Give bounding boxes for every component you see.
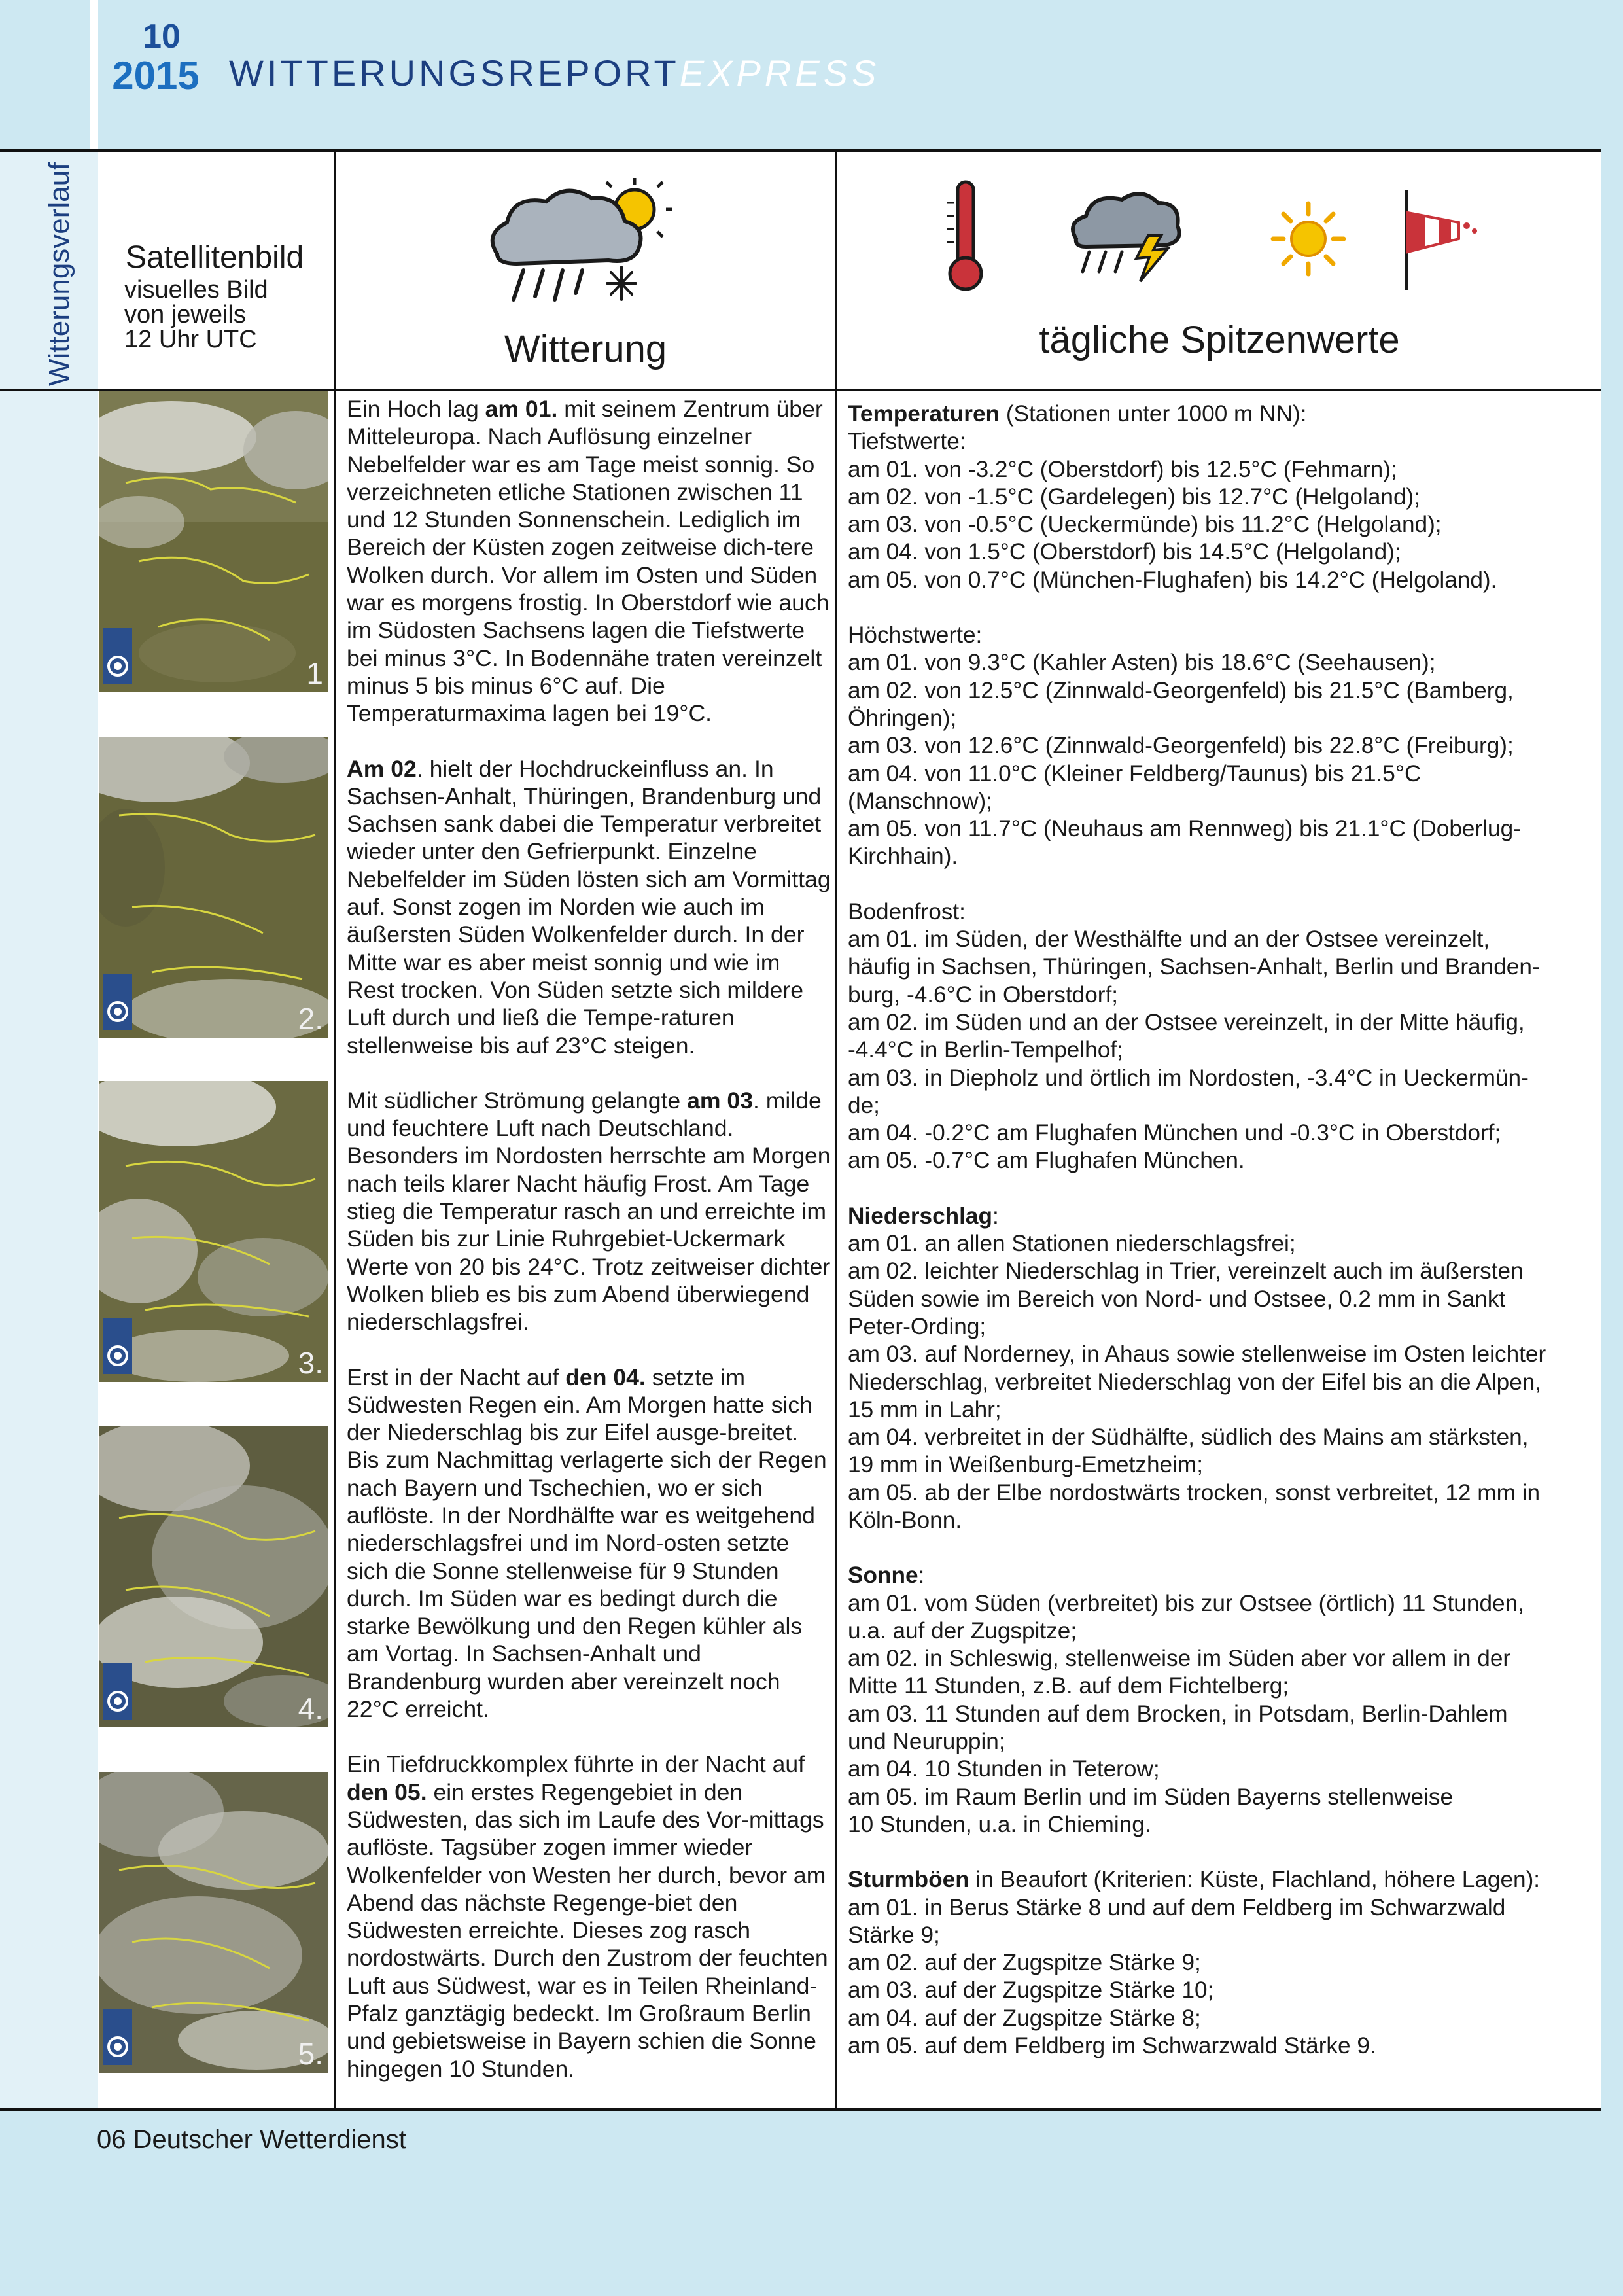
peak-line bbox=[848, 1313, 1600, 1341]
satellite-subheading-line: 12 Uhr UTC bbox=[124, 326, 257, 353]
satellite-image-number: 4. bbox=[298, 1691, 323, 1725]
text: am 05. von 11.7°C (Neuhaus am Rennweg) bis 21.1°C (Doberlug- bbox=[848, 816, 1521, 842]
text: u.a. auf der Zugspitze; bbox=[848, 1617, 1077, 1644]
text: 10 Stunden, u.a. in Chieming. bbox=[848, 1811, 1151, 1837]
bold-text: am 01. bbox=[485, 396, 558, 422]
text: am 01. vom Süden (verbreitet) bis zur Ostsee (örtlich) 11 Stunden, bbox=[848, 1590, 1524, 1616]
text: am 03. von 12.6°C (Zinnwald-Georgenfeld) bis 22.8°C (Freiburg); bbox=[848, 733, 1514, 759]
text: am 04. auf der Zugspitze Stärke 8; bbox=[848, 2005, 1201, 2031]
satellite-image-number: 2. bbox=[298, 1002, 323, 1036]
peak-block bbox=[848, 400, 1600, 594]
column-divider-2 bbox=[835, 149, 837, 2111]
peak-line bbox=[848, 981, 1600, 1009]
text: am 04. 10 Stunden in Teterow; bbox=[848, 1756, 1160, 1782]
text: Köln-Bonn. bbox=[848, 1507, 962, 1533]
text: am 03. auf der Zugspitze Stärke 10; bbox=[848, 1977, 1214, 2004]
satellite-subheading-line: von jeweils bbox=[124, 301, 246, 328]
peak-line bbox=[848, 428, 1600, 455]
satellite-picture bbox=[99, 1772, 328, 2073]
satellite-picture bbox=[99, 391, 328, 692]
peak-line bbox=[848, 567, 1600, 594]
peak-line bbox=[848, 953, 1600, 981]
bold-text: Temperaturen bbox=[848, 401, 1000, 427]
dwd-logo bbox=[103, 1318, 132, 1374]
issue-year: 2015 bbox=[112, 54, 200, 97]
satellite-image-1 bbox=[99, 391, 328, 692]
sun-icon bbox=[1269, 200, 1348, 278]
satellite-image-number: 1 bbox=[306, 656, 323, 690]
text: am 01. von -3.2°C (Oberstdorf) bis 12.5°C (Fehmarn); bbox=[848, 456, 1397, 482]
satellite-picture bbox=[99, 1081, 328, 1382]
peak-line bbox=[848, 1784, 1600, 1811]
peak-line bbox=[848, 1396, 1600, 1424]
text: . hielt der Hochdruckeinfluss an. In Sachsen-Anhalt, Thüringen, Brandenburg und Sachsen sank dabei die Temperatur verbreitet wieder unter den Gefrierpunkt. Einzelne Nebelfelder im Süden lösten sich am Vormittag auf. Sonst zogen im Norden wie auch im äußersten Süden Wolkenfelder durch. In der Mitte war es aber meist sonnig und wie im Rest trocken. Von Süden setzte sich mildere Luft durch und ließ die Tempe-raturen stellenweise bis auf 23°C steigen. bbox=[347, 755, 831, 1059]
dwd-logo bbox=[103, 628, 132, 684]
peak-line bbox=[848, 788, 1600, 815]
peak-line bbox=[848, 456, 1600, 484]
text: am 04. -0.2°C am Flughafen München und -0.3°C in Oberstdorf; bbox=[848, 1120, 1501, 1146]
text: am 02. in Schleswig, stellenweise im Süden aber vor allem in der bbox=[848, 1646, 1511, 1672]
peak-line bbox=[848, 1009, 1600, 1036]
peak-line bbox=[848, 898, 1600, 926]
peak-line bbox=[848, 1092, 1600, 1120]
text: am 01. von 9.3°C (Kahler Asten) bis 18.6°C (Seehausen); bbox=[848, 650, 1436, 676]
peak-line bbox=[848, 1258, 1600, 1285]
peak-line bbox=[848, 1728, 1600, 1756]
peak-line bbox=[848, 1701, 1600, 1728]
peak-line bbox=[848, 1617, 1600, 1645]
text: am 02. von 12.5°C (Zinnwald-Georgenfeld) bis 21.5°C (Bamberg, bbox=[848, 677, 1514, 703]
peak-line bbox=[848, 1922, 1600, 1949]
text: am 03. von -0.5°C (Ueckermünde) bis 11.2°C (Helgoland); bbox=[848, 512, 1442, 538]
bold-text: Sturmböen bbox=[848, 1867, 969, 1893]
satellite-image-3 bbox=[99, 1081, 328, 1382]
satellite-subheading bbox=[124, 277, 268, 352]
text: 19 mm in Weißenburg-Emetzheim; bbox=[848, 1452, 1203, 1478]
satellite-image-2 bbox=[99, 737, 328, 1038]
peak-line bbox=[848, 1147, 1600, 1174]
dwd-logo bbox=[103, 1663, 132, 1720]
peak-line bbox=[848, 1977, 1600, 2004]
peak-line bbox=[848, 484, 1600, 511]
text: am 04. von 1.5°C (Oberstdorf) bis 14.5°C (Helgoland); bbox=[848, 539, 1401, 565]
text: am 05. auf dem Feldberg im Schwarzwald Stärke 9. bbox=[848, 2033, 1376, 2059]
text: Höchstwerte: bbox=[848, 622, 983, 648]
thermometer-icon bbox=[942, 177, 994, 294]
column-divider-1 bbox=[334, 149, 336, 2111]
peak-line bbox=[848, 760, 1600, 788]
text: Ein Hoch lag bbox=[347, 396, 485, 422]
text: ein erstes Regengebiet in den Südwesten, das sich im Laufe des Vor-mittags auflöste. Tagsüber zogen immer wieder Wolkenfelder von Westen her durch, bevor am Abend das nächste Regenge-biet den Südwesten erreichte. Dieses zog rasch nordostwärts. Durch den Zustrom der feuchten Luft aus Südwest, war es in Teilen Rheinland-Pfalz ganztägig bedeckt. Im Großraum Berlin und gebietsweise in Bayern schien die Sonne hingegen 10 Stunden. bbox=[347, 1778, 828, 2082]
peak-values bbox=[848, 400, 1600, 2087]
text: (Manschnow); bbox=[848, 788, 992, 814]
text: (Stationen unter 1000 m NN): bbox=[1000, 401, 1307, 427]
text: Stärke 9; bbox=[848, 1922, 940, 1948]
peak-line bbox=[848, 1036, 1600, 1064]
satellite-picture bbox=[99, 737, 328, 1038]
peak-line bbox=[848, 649, 1600, 677]
peak-line bbox=[848, 1507, 1600, 1534]
satellite-image-5 bbox=[99, 1772, 328, 2073]
text: häufig in Sachsen, Thüringen, Sachsen-Anhalt, Berlin und Branden- bbox=[848, 954, 1540, 980]
peak-line bbox=[848, 1562, 1600, 1589]
peak-line bbox=[848, 1451, 1600, 1479]
peak-line bbox=[848, 1590, 1600, 1617]
bold-text: Am 02 bbox=[347, 755, 417, 782]
weather-narrative bbox=[347, 395, 831, 2110]
text: 15 mm in Lahr; bbox=[848, 1396, 1002, 1422]
weather-paragraph bbox=[347, 395, 831, 728]
windsock-icon bbox=[1393, 186, 1485, 291]
footer-text: 06 Deutscher Wetterdienst bbox=[97, 2125, 406, 2154]
peak-line bbox=[848, 539, 1600, 566]
text: am 03. 11 Stunden auf dem Brocken, in Potsdam, Berlin-Dahlem bbox=[848, 1701, 1508, 1727]
peak-line bbox=[848, 732, 1600, 760]
text: Peter-Ording; bbox=[848, 1313, 986, 1339]
title-main: WITTERUNGSREPORT bbox=[229, 52, 680, 94]
text: -4.4°C in Berlin-Tempelhof; bbox=[848, 1037, 1123, 1063]
text: am 01. in Berus Stärke 8 und auf dem Feldberg im Schwarzwald bbox=[848, 1894, 1506, 1920]
peak-line bbox=[848, 1894, 1600, 1922]
text: Tiefstwerte: bbox=[848, 429, 966, 455]
text: Öhringen); bbox=[848, 705, 957, 731]
peak-line bbox=[848, 1811, 1600, 1839]
bold-text: den 05. bbox=[347, 1778, 427, 1805]
peak-block bbox=[848, 1203, 1600, 1535]
text: Niederschlag, verbreitet Niederschlag von der Eifel bis an die Alpen, bbox=[848, 1369, 1542, 1395]
peak-line bbox=[848, 1645, 1600, 1672]
satellite-heading: Satellitenbild bbox=[126, 240, 304, 275]
peak-line bbox=[848, 1949, 1600, 1977]
peak-line bbox=[848, 815, 1600, 843]
vertical-section-label bbox=[43, 164, 82, 386]
text: am 01. im Süden, der Westhälfte und an der Ostsee vereinzelt, bbox=[848, 927, 1490, 953]
page-title bbox=[229, 52, 880, 94]
text: am 05. -0.7°C am Flughafen München. bbox=[848, 1148, 1245, 1174]
peak-line bbox=[848, 843, 1600, 870]
satellite-subheading-line: visuelles Bild bbox=[124, 276, 268, 304]
header-gap bbox=[90, 0, 98, 150]
text: und Neuruppin; bbox=[848, 1729, 1005, 1755]
peak-line bbox=[848, 1230, 1600, 1258]
peak-line bbox=[848, 1424, 1600, 1451]
peak-block bbox=[848, 898, 1600, 1175]
peak-line bbox=[848, 2005, 1600, 2032]
weather-cloud-sun-icon bbox=[478, 169, 693, 313]
text: am 02. auf der Zugspitze Stärke 9; bbox=[848, 1950, 1201, 1976]
peak-line bbox=[848, 1286, 1600, 1313]
peak-line bbox=[848, 677, 1600, 705]
weather-heading: Witterung bbox=[504, 328, 667, 370]
title-italic: EXPRESS bbox=[679, 52, 881, 94]
text: burg, -4.6°C in Oberstdorf; bbox=[848, 981, 1119, 1008]
text: Süden sowie im Bereich von Nord- und Ostsee, 0.2 mm in Sankt bbox=[848, 1286, 1506, 1312]
satellite-image-4 bbox=[99, 1426, 328, 1727]
thunderstorm-cloud-icon bbox=[1063, 186, 1187, 285]
text: mit seinem Zentrum über Mitteleuropa. Nach Auflösung einzelner Nebelfelder war es am Tage meist sonnig. So verzeichneten etliche Stationen zwischen 11 und 12 Stunden Sonnenschein. Lediglich im Bereich der Küsten zogen zeitweise dich-tere Wolken durch. Vor allem im Osten und Süden war es morgens frostig. In Oberstdorf wie auch im Südosten Sachsens lagen die Tiefstwerte bei minus 3°C. In Bodennähe traten vereinzelt minus 5 bis minus 6°C auf. Die Temperaturmaxima lagen bei 19°C. bbox=[347, 396, 829, 727]
text: Mitte 11 Stunden, z.B. auf dem Fichtelberg; bbox=[848, 1673, 1289, 1699]
text: Bodenfrost: bbox=[848, 898, 966, 925]
text: setzte im Südwesten Regen ein. Am Morgen hatte sich der Niederschlag bis zur Eifel ausge-breitet. Bis zum Nachmittag verlagerte sich der Regen nach Bayern und Tschechien, wo er sich auflöste. In der Nordhälfte war es weitgehend niederschlagsfrei und im Nord-osten setzte sich die Sonne stellenweise für 9 Stunden durch. Im Süden war es bedingt durch die starke Bewölkung und den Regen kühler als am Vortag. In Sachsen-Anhalt und Brandenburg wurden aber vereinzelt noch 22°C erreicht. bbox=[347, 1364, 827, 1723]
text: in Beaufort (Kriterien: Küste, Flachland, höhere Lagen): bbox=[969, 1867, 1541, 1893]
text: Mit südlicher Strömung gelangte bbox=[347, 1087, 688, 1114]
bold-text: den 04. bbox=[565, 1364, 646, 1390]
text: am 03. auf Norderney, in Ahaus sowie stellenweise im Osten leichter bbox=[848, 1341, 1546, 1368]
peak-line bbox=[848, 1120, 1600, 1147]
text: am 04. verbreitet in der Südhälfte, südlich des Mains am stärksten, bbox=[848, 1424, 1529, 1451]
peak-line bbox=[848, 622, 1600, 649]
peak-line bbox=[848, 511, 1600, 539]
text: am 04. von 11.0°C (Kleiner Feldberg/Taunus) bis 21.5°C bbox=[848, 760, 1422, 786]
peak-line bbox=[848, 2032, 1600, 2060]
text: am 05. ab der Elbe nordostwärts trocken, sonst verbreitet, 12 mm in bbox=[848, 1479, 1541, 1506]
text: am 01. an allen Stationen niederschlagsfrei; bbox=[848, 1231, 1296, 1257]
peak-line bbox=[848, 926, 1600, 953]
text: am 03. in Diepholz und örtlich im Nordosten, -3.4°C in Ueckermün- bbox=[848, 1065, 1529, 1091]
text: . milde und feuchtere Luft nach Deutschland. Besonders im Nordosten herrschte am Morgen nach teils klarer Nacht häufig Frost. Am Tage stieg die Temperatur rasch an und erreichte im Süden bis zur Linie Ruhrgebiet-Uckermark Werte von 20 bis 24°C. Trotz zeitweiser dichter Wolken blieb es bis zum Abend überwiegend niederschlagsfrei. bbox=[347, 1087, 831, 1335]
satellite-image-number: 5. bbox=[298, 2037, 323, 2071]
right-edge-band bbox=[1601, 0, 1623, 2296]
vertical-label-text: Witterungsverlauf bbox=[43, 162, 75, 386]
satellite-picture bbox=[99, 1426, 328, 1727]
weather-paragraph bbox=[347, 1087, 831, 1336]
peak-block bbox=[848, 1866, 1600, 2060]
text: Erst in der Nacht auf bbox=[347, 1364, 566, 1390]
weather-paragraph bbox=[347, 1364, 831, 1723]
text: Ein Tiefdruckkomplex führte in der Nacht auf bbox=[347, 1751, 805, 1778]
peak-line bbox=[848, 1866, 1600, 1894]
issue-number: 10 bbox=[143, 18, 181, 56]
text: : bbox=[992, 1203, 999, 1229]
weather-paragraph bbox=[347, 755, 831, 1059]
bold-text: am 03 bbox=[687, 1087, 753, 1114]
weather-paragraph bbox=[347, 1750, 831, 2083]
peak-line bbox=[848, 1065, 1600, 1092]
peak-line bbox=[848, 1672, 1600, 1700]
bold-text: Sonne bbox=[848, 1563, 918, 1589]
text: am 05. im Raum Berlin und im Süden Bayerns stellenweise bbox=[848, 1784, 1454, 1810]
bold-text: Niederschlag bbox=[848, 1203, 992, 1229]
peak-block bbox=[848, 622, 1600, 871]
dwd-logo bbox=[103, 974, 132, 1030]
text: Kirchhain). bbox=[848, 843, 958, 870]
peak-line bbox=[848, 1756, 1600, 1783]
peak-line bbox=[848, 1203, 1600, 1230]
text: am 02. leichter Niederschlag in Trier, vereinzelt auch im äußersten bbox=[848, 1258, 1524, 1284]
peak-line bbox=[848, 1341, 1600, 1368]
dwd-logo bbox=[103, 2009, 132, 2065]
text: am 02. im Süden und an der Ostsee vereinzelt, in der Mitte häufig, bbox=[848, 1009, 1525, 1035]
text: de; bbox=[848, 1092, 880, 1118]
rule-top bbox=[0, 149, 1601, 152]
text: am 05. von 0.7°C (München-Flughafen) bis 14.2°C (Helgoland). bbox=[848, 567, 1497, 593]
left-strip bbox=[0, 150, 98, 2110]
text: : bbox=[918, 1563, 925, 1589]
satellite-image-number: 3. bbox=[298, 1346, 323, 1380]
peak-line bbox=[848, 1369, 1600, 1396]
peak-line bbox=[848, 400, 1600, 428]
text: am 02. von -1.5°C (Gardelegen) bis 12.7°C (Helgoland); bbox=[848, 484, 1421, 510]
peak-block bbox=[848, 1562, 1600, 1839]
peaks-heading: tägliche Spitzenwerte bbox=[1039, 319, 1400, 361]
peak-line bbox=[848, 1479, 1600, 1507]
peak-line bbox=[848, 705, 1600, 732]
